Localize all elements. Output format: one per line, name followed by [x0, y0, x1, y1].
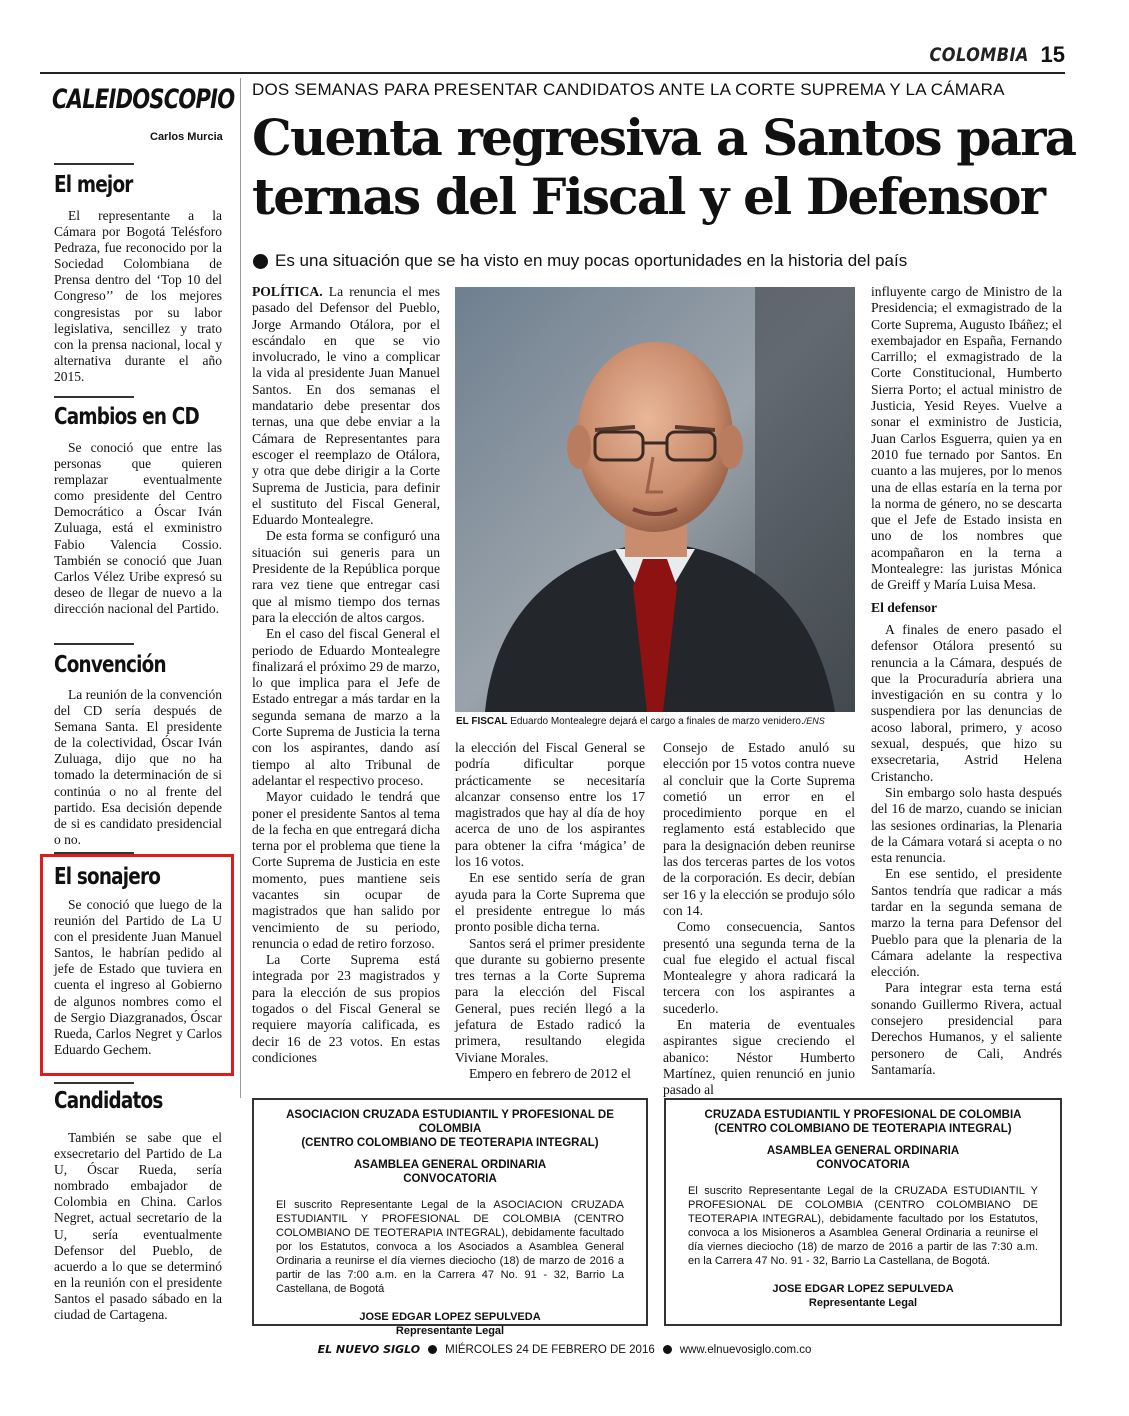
- caption-text: Eduardo Montealegre dejará el cargo a finales de marzo venidero.: [507, 716, 804, 727]
- divider: [54, 852, 134, 854]
- caption-lead: EL FISCAL: [456, 716, 508, 727]
- article-paragraph: En materia de eventuales aspirantes sigue creciendo el abanico: Néstor Humberto Martínez, quien renunció en junio pasado al: [663, 1017, 855, 1098]
- bullet-icon: [428, 1345, 437, 1354]
- footer-url[interactable]: www.elnuevosiglo.com.co: [679, 1343, 812, 1356]
- article-paragraph: En el caso del fiscal General el periodo de Eduardo Montealegre finalizará el próximo 29 de marzo, lo que implica para el Jefe de Estado entregar a más tardar en la segunda semana de marzo a la Corte Suprema de Justicia la terna con los aspirantes, dando así tiempo al alto Tribunal de adelantar el respectivo proceso.: [252, 626, 440, 788]
- article-column-4: [871, 284, 1062, 1078]
- article-paragraph: La renuncia el mes pasado del Defensor del Pueblo, Jorge Armando Otálora, por el escándalo en que se vio involucrado, le vino a complicar la vida al presidente Juan Manuel Santos. En dos semanas el mandatario debe presentar dos ternas, una que debe enviar a la Cámara de Representantes para escoger el reemplazo de Otálora, y otra que debe dirigir a la Corte Suprema de Justicia, para definir el sustituto del Fiscal General, Eduardo Montealegre.: [252, 284, 440, 528]
- notice-body: El suscrito Representante Legal de la CRUZADA ESTUDIANTIL Y PROFESIONAL DE COLOMBIA (CENTRO COLOMBIANO DE TEOTERAPIA INTEGRAL), debidamente facultado por los Estatutos, convoca a los Misioneros a Asamblea General Ordinaria a reunirse el día viernes dieciocho (18) de marzo de 2016 a partir de las 7:30 a.m. en la Carrera 47 No. 91 - 32, Barrio La Castellana, de Bogotá.: [688, 1185, 1038, 1267]
- brief-heading: Candidatos: [54, 1088, 163, 1114]
- bullet-icon: [253, 254, 268, 269]
- article-paragraph: Mayor cuidado le tendrá que poner el presidente Santos al tema de la fecha en que entregará dicha terna por el problema que tiene la Corte Suprema de Justicia en este momento, pues mantiene seis vacantes sin ocupar de magistrados que han salido por vencimiento de su periodo, renuncia o edad de retiro forzoso.: [252, 789, 440, 951]
- divider: [54, 1082, 134, 1084]
- article-paragraph: Como consecuencia, Santos presentó una segunda terna de la cual fue elegido el actual fiscal Montealegre y ahora radicará la tercera con los aspirantes a sucederlo.: [663, 919, 855, 1016]
- divider: [54, 163, 134, 165]
- paper-name: EL NUEVO SIGLO: [317, 1343, 421, 1356]
- brief-body: También se sabe que el exsecretario del Partido de La U, Óscar Rueda, sería nombrado embajador de Colombia en China. Carlos Negret, actual secretario de la U, sería eventualmente Defensor del Pueblo, de acuerdo a lo que se determinó en la reunión con el presidente Santos el pasado sábado en la ciudad de Cartagena.: [54, 1130, 222, 1323]
- article-paragraph: La Corte Suprema está integrada por 23 magistrados y para la elección de sus propios togados o del Fiscal General se requiere mayoría calificada, es decir 16 de 23 votos. En estas condiciones: [252, 952, 440, 1065]
- brief-heading: El mejor: [54, 172, 133, 198]
- section-name: COLOMBIA: [929, 44, 1029, 66]
- notice-assembly: ASAMBLEA GENERAL ORDINARIA: [353, 1159, 547, 1171]
- article-kicker: DOS SEMANAS PARA PRESENTAR CANDIDATOS ANTE LA CORTE SUPREMA Y LA CÁMARA: [252, 80, 1005, 99]
- subhead-text: Es una situación que se ha visto en muy pocas oportunidades en la historia del país: [275, 251, 908, 270]
- header-rule: [40, 72, 1065, 74]
- article-lead-tag: POLÍTICA.: [252, 284, 323, 299]
- notice-convocation: CONVOCATORIA: [816, 1159, 910, 1171]
- notice-signer: JOSE EDGAR LOPEZ SEPULVEDA: [772, 1283, 954, 1295]
- notice-role: Representante Legal: [395, 1325, 505, 1337]
- article-paragraph: Santos será el primer presidente que durante su gobierno presente tres ternas a la Corte Suprema para la elección del Fiscal General, pues recién llegó a la jefatura de Estado radicó la primera, resultando elegida Viviane Morales.: [455, 935, 645, 1065]
- notice-role: Representante Legal: [808, 1297, 918, 1309]
- brief-body: El representante a la Cámara por Bogotá Telésforo Pedraza, fue reconocido por la Sociedad Colombiana de Prensa dentro del ‘Top 10 del Congreso’’ de los mejores congresistas por su labor legislativa, sencillez y trato con la prensa nacional, local y alternativa durante el año 2015.: [54, 208, 222, 384]
- footer-date: MIÉRCOLES 24 DE FEBRERO DE 2016: [445, 1343, 655, 1356]
- article-column-2: [455, 740, 645, 1082]
- caption-credit: /ENS: [803, 716, 825, 726]
- article-paragraph: Consejo de Estado anuló su elección por 15 votos contra nueve al concluir que la Corte Suprema cometió un error en el procedimiento porque en el reglamento está establecido que para la designación deben reunirse las dos terceras partes de los votos de la corporación. Es decir, debían ser 16 y la elección se produjo sólo con 14.: [663, 740, 855, 918]
- page-footer: [0, 1343, 1129, 1356]
- brief-heading: Cambios en CD: [54, 404, 199, 430]
- notice-org: ASOCIACION CRUZADA ESTUDIANTIL Y PROFESIONAL DE COLOMBIA: [286, 1109, 614, 1135]
- column-title: CALEIDOSCOPIO: [52, 84, 235, 115]
- divider: [54, 396, 134, 398]
- brief-heading: El sonajero: [54, 864, 161, 890]
- article-paragraph: influyente cargo de Ministro de la Presidencia; el exmagistrado de la Corte Suprema, Augusto Ibáñez; el exembajador en España, Fernando Carrillo; el exmagistrado de la Corte Constitucional, Humberto Sierra Porto; el actual ministro de Justicia, Yesid Reyes. Vuelve a sonar el exministro de Justicia, Juan Carlos Esguerra, quien ya en 2010 fue ternado por Santos. En cuanto a las mujeres, por lo menos una de ellas estaría en la terna por la norma de género, no se descarta que el Jefe de Estado insista en uno de los nombres que acompañaron en la terna a Montealegre: las juristas Mónica de Greiff y María Luisa Mesa.: [871, 284, 1062, 593]
- article-subhead: [253, 251, 1083, 271]
- notice-center: (CENTRO COLOMBIANO DE TEOTERAPIA INTEGRAL): [301, 1137, 599, 1149]
- bullet-icon: [663, 1345, 672, 1354]
- page-number: 15: [1040, 42, 1065, 67]
- brief-body: Se conoció que entre las personas que quieren remplazar eventualmente como presidente del Centro Democrático a Óscar Iván Zuluaga, está el exministro Fabio Valencia Cossio. También se conoció que Juan Carlos Vélez Uribe expresó su deseo de llegar de nuevo a la dirección nacional del Partido.: [54, 440, 222, 616]
- notice-body: El suscrito Representante Legal de la ASOCIACION CRUZADA ESTUDIANTIL Y PROFESIONAL DE COLOMBIA (CENTRO COLOMBIANO DE TEOTERAPIA INTEGRAL), debidamente facultado por los Estatutos, convoca a los Asociados a Asamblea General Ordinaria a reunirse el día viernes dieciocho (18) de marzo de 2016 a partir de las 7:00 a.m. en la Carrera 47 No. 91 - 32, Barrio La Castellana, de Bogotá: [276, 1199, 624, 1295]
- article-paragraph: De esta forma se configuró una situación sui generis para un Presidente de la República porque rara vez tiene que entregar casi que al mismo tiempo dos ternas para la elección de altos cargos.: [252, 528, 440, 625]
- notice-center: (CENTRO COLOMBIANO DE TEOTERAPIA INTEGRAL): [714, 1123, 1012, 1135]
- photo-caption: [456, 716, 856, 727]
- brief-heading: Convención: [54, 652, 166, 678]
- divider: [54, 643, 134, 645]
- brief-body: Se conoció que luego de la reunión del Partido de La U con el presidente Juan Manuel Santos, le habrían pedido al jefe de Estado que tuviera en cuenta el ingreso al Gobierno de algunos nombres como el de Sergio Diazgranados, Óscar Rueda, Carlos Negret y Carlos Eduardo Gechem.: [54, 897, 222, 1057]
- notice-org: CRUZADA ESTUDIANTIL Y PROFESIONAL DE COLOMBIA: [704, 1109, 1022, 1121]
- notice-signer: JOSE EDGAR LOPEZ SEPULVEDA: [359, 1311, 541, 1323]
- article-paragraph: Sin embargo solo hasta después del 16 de marzo, cuando se inician las sesiones ordinarias, la Plenaria de la Cámara votará si acepta o no esta renuncia.: [871, 784, 1062, 866]
- article-paragraph: Empero en febrero de 2012 el: [469, 1065, 631, 1081]
- article-paragraph: En ese sentido sería de gran ayuda para la Corte Suprema que el presidente entregue lo más pronto posible dicha terna.: [455, 870, 645, 935]
- article-photo: [455, 287, 855, 712]
- notice-convocation: CONVOCATORIA: [403, 1173, 497, 1185]
- article-paragraph: Para integrar esta terna está sonando Guillermo Rivera, actual consejero presidencial para Derechos Humanos, y el saliente personero de Cali, Andrés Santamaría.: [871, 980, 1062, 1077]
- legal-notice: [252, 1098, 648, 1337]
- portrait-image: [455, 287, 855, 712]
- column-divider: [240, 78, 241, 1098]
- article-paragraph: En ese sentido, el presidente Santos tendría que radicar a más tardar en la segunda semana de marzo la terna para Defensor del Pueblo para que la plenaria de la Cámara adelante la respectiva elección.: [871, 866, 1062, 980]
- article-subtitle: El defensor: [871, 599, 938, 615]
- article-column-1: [252, 284, 440, 1066]
- notice-assembly: ASAMBLEA GENERAL ORDINARIA: [766, 1145, 960, 1157]
- article-headline: Cuenta regresiva a Santos para ternas del Fiscal y el Defensor: [252, 108, 1076, 226]
- article-paragraph: la elección del Fiscal General se podría dificultar porque prácticamente se necesitaría alcanzar consenso entre los 17 magistrados que hay al día de hoy acerca de uno de los aspirantes para obtener la cifra ‘mágica’ de los 16 votos.: [455, 740, 645, 870]
- columnist-name: Carlos Murcia: [150, 131, 223, 143]
- legal-notice: [664, 1098, 1062, 1326]
- article-paragraph: A finales de enero pasado el defensor Otálora presentó su renuncia a la Cámara, después de que la Procuraduría abriera una investigación en su contra y lo suspendiera por las denuncias de acoso laboral, primero, y acoso sexual, después, que hizo su exsecretaria, Astrid Helena Cristancho.: [871, 621, 1062, 784]
- article-column-3: [663, 740, 855, 1099]
- brief-body: La reunión de la convención del CD sería después de Semana Santa. El presidente de la colectividad, Óscar Iván Zuluaga, dijo que no ha tomado la determinación de si continúa o no al frente del partido. Esa decisión depende de si es candidato presidencial o no.: [54, 687, 222, 847]
